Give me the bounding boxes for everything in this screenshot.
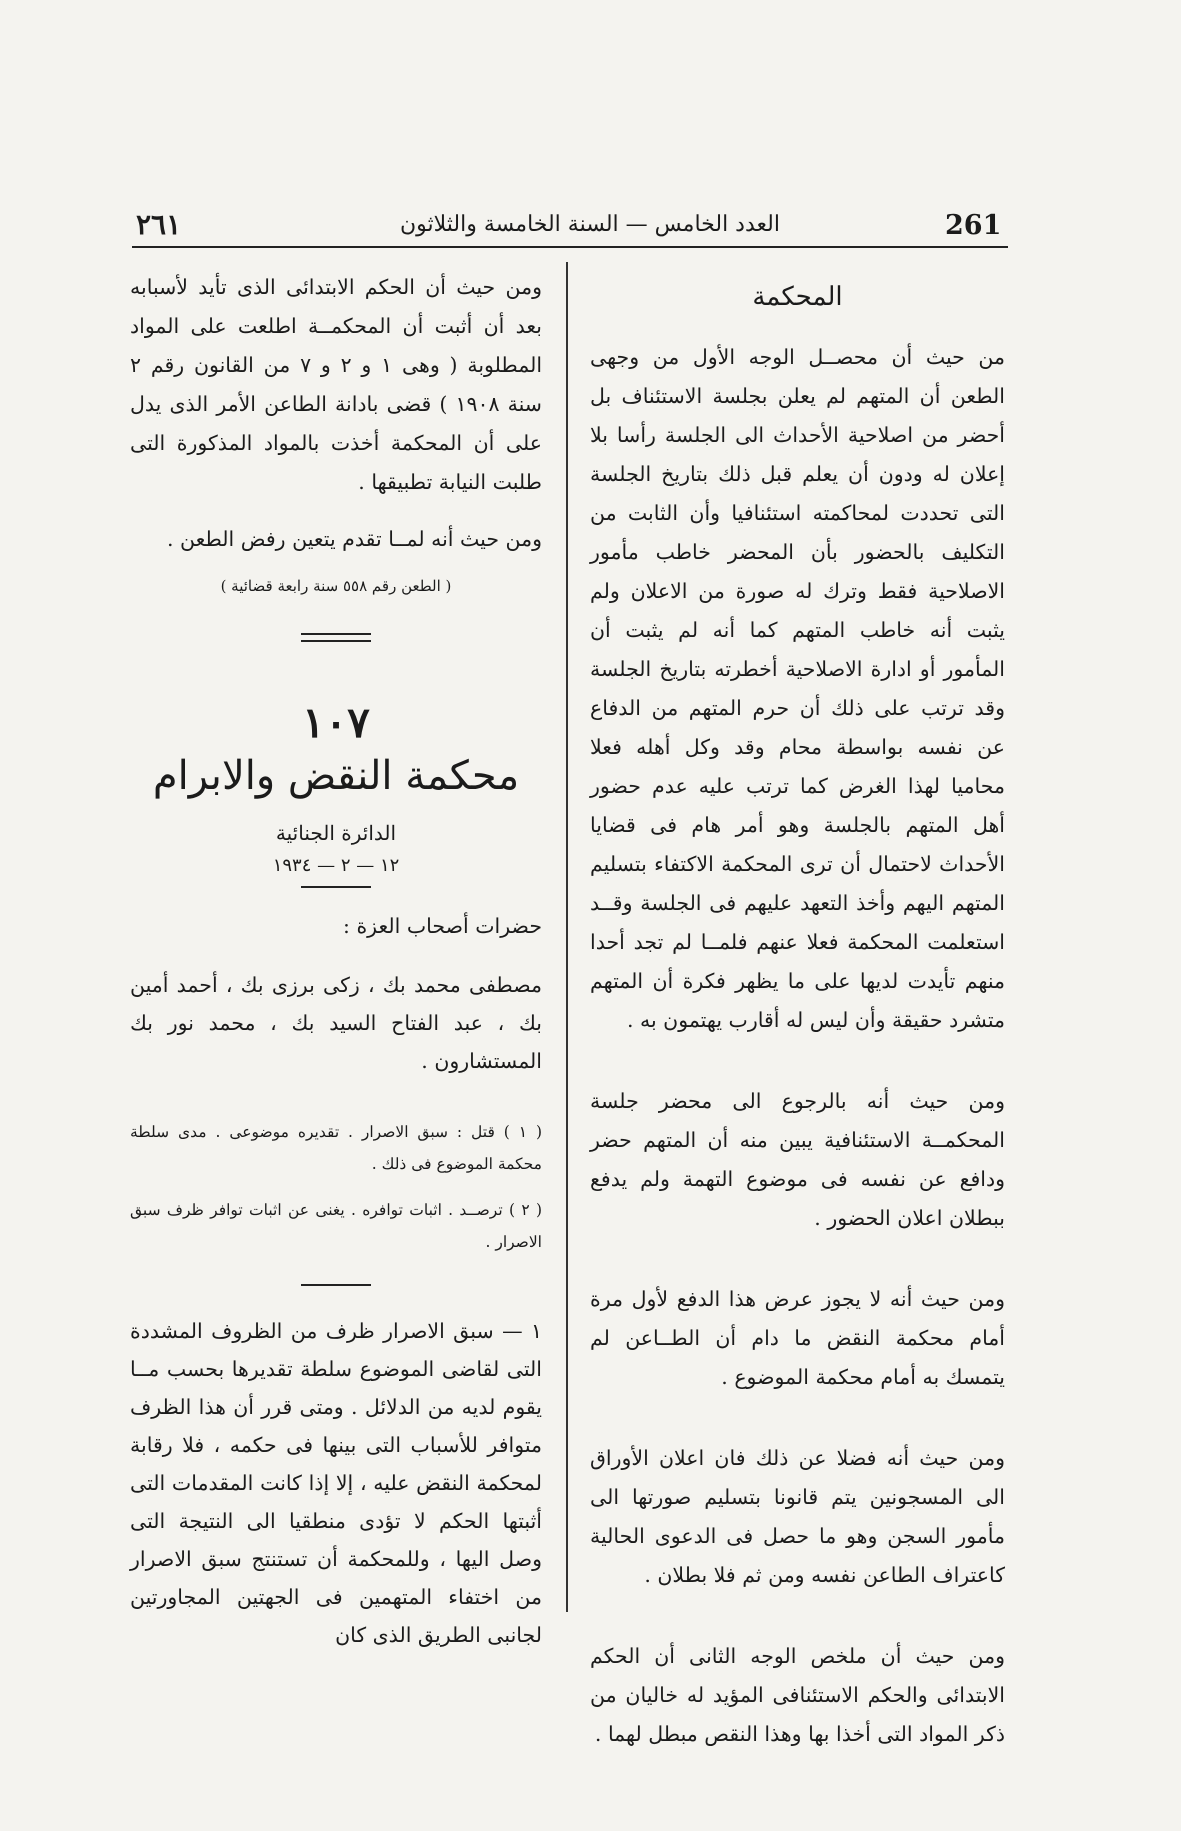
header-rule	[132, 246, 1008, 248]
present-judges-label: حضرات أصحاب العزة :	[343, 914, 542, 938]
paragraph-appeal-rejected: ومن حيث أنه لمــا تقدم يتعين رفض الطعن .	[166, 527, 542, 551]
paragraph-hearing-record: ومن حيث أنه بالرجوع الى محضر جلسة المحكمــة الاستئنافية يبين منه أن المتهم حضر ودافع عن نفسه فى موضوع التهمة ولم يدفع ببطلان اعلان الحضور .	[590, 1089, 1005, 1230]
paragraph-plea-not-allowed: ومن حيث أنه لا يجوز عرض هذا الدفع لأول مرة أمام محكمة النقض ما دام أن الطــاعن لم يتمسك به أمام محكمة الموضوع .	[590, 1287, 1005, 1389]
section-title: المحكمة	[752, 282, 843, 312]
ruling-paragraph-1: ١ — سبق الاصرار ظرف من الظروف المشددة التى لقاضى الموضوع سلطة تقديرها بحسب مــا يقوم لديه من الدلائل . ومتى قرر أن هذا الظرف متوافر للأسباب التى بينها فى حكمه ، فلا رقابة لمحكمة النقض عليه ، إلا إذا كانت المقدمات التى أثبتها الحكم لا تؤدى منطقيا الى النتيجة التى وصل اليها ، وللمحكمة أن تستنتج سبق الاصرار من اختفاء المتهمين فى الجهتين المجاورتين لجانبى الطريق الذى كان	[130, 1319, 542, 1647]
page-number-latin: 261	[945, 210, 1002, 241]
headnote-1: ( ١ ) قتل : سبق الاصرار . تقديره موضوعى . مدى سلطة محكمة الموضوع فى ذلك .	[130, 1123, 542, 1173]
appeal-reference: ( الطعن رقم ٥٥٨ سنة رابعة قضائية )	[220, 577, 452, 595]
page-number-arabic: ٢٦١	[136, 208, 182, 241]
short-rule	[301, 886, 371, 888]
paragraph-first-instance-judgment: ومن حيث أن الحكم الابتدائى الذى تأيد لأسبابه بعد أن أثبت أن المحكمــة اطلعت على المواد المطلوبة ( وهى ١ و ٢ و ٧ من القانون رقم ٢ سنة ١٩٠٨ ) قضى بادانة الطاعن الأمر الذى يدل على أن المحكمة أخذت بالمواد المذكورة التى طلبت النيابة تطبيقها .	[130, 275, 543, 494]
chamber-name: الدائرة الجنائية	[275, 821, 397, 845]
paragraph-service-on-prisoners: ومن حيث أنه فضلا عن ذلك فان اعلان الأوراق الى المسجونين يتم قانونا بتسليم صورتها الى مأمور السجن وهو ما حصل فى الدعوى الحالية كاعتراف الطاعن نفسه ومن ثم فلا بطلان .	[590, 1446, 1005, 1587]
running-header-title: العدد الخامس — السنة الخامسة والثلاثون	[400, 212, 780, 237]
paragraph-second-ground: ومن حيث أن ملخص الوجه الثانى أن الحكم الابتدائى والحكم الاستئنافى المؤيد له خاليان من ذكر المواد التى أخذا بها وهذا النقص مبطل لهما .	[590, 1644, 1005, 1746]
case-number: ١٠٧	[302, 698, 370, 747]
headnote-2: ( ٢ ) ترصــد . اثبات توافره . يغنى عن اثبات توافر ظرف سبق الاصرار .	[130, 1201, 542, 1251]
right-column	[590, 272, 1005, 1796]
column-divider	[566, 262, 568, 1612]
court-name: محكمة النقض والابرام	[152, 753, 520, 799]
paragraph-first-ground: من حيث أن محصــل الوجه الأول من وجهى الطعن أن المتهم لم يعلن بجلسة الاستئناف بل أحضر من اصلاحية الأحداث الى الجلسة رأسا بلا إعلان له ودون أن يعلم قبل ذلك بتاريخ الجلسة التى تحددت لمحاكمته استئنافيا وأن الثابت من التكليف بالحضور بأن المحضر خاطب مأمور الاصلاحية فقط وترك له صورة من الاعلان ولم يثبت أنه خاطب المتهم كما أنه لم يثبت أن المأمور أو ادارة الاصلاحية أخطرته بتاريخ الجلسة وقد ترتب على ذلك أن حرم المتهم من الدفاع عن نفسه بواسطة محام وقد وكل أهله فعلا محاميا لهذا الغرض كما ترتب عليه عدم حضور أهل المتهم بالجلسة وهو أمر هام فى قضايا الأحداث لاحتمال أن ترى المحكمة الاكتفاء بتسليم المتهم اليهم وأخذ التعهد عليهم فى الجلسة وقــد استعلمت المحكمة فعلا عنهم فلمــا لم تجد أحدا منهم تأيدت لديها على ما يظهر فكرة أن المتهم متشرد حقيقة وأن ليس له أقارب يهتمون به .	[590, 345, 1006, 1032]
double-rule-separator	[301, 633, 371, 642]
left-column	[130, 268, 542, 1654]
notes-rule	[301, 1284, 371, 1286]
judgment-date: ١٢ — ٢ — ١٩٣٤	[272, 855, 400, 876]
judges-list: مصطفى محمد بك ، زكى برزى بك ، أحمد أمين بك ، عبد الفتاح السيد بك ، محمد نور بك المستشارون .	[130, 973, 542, 1073]
